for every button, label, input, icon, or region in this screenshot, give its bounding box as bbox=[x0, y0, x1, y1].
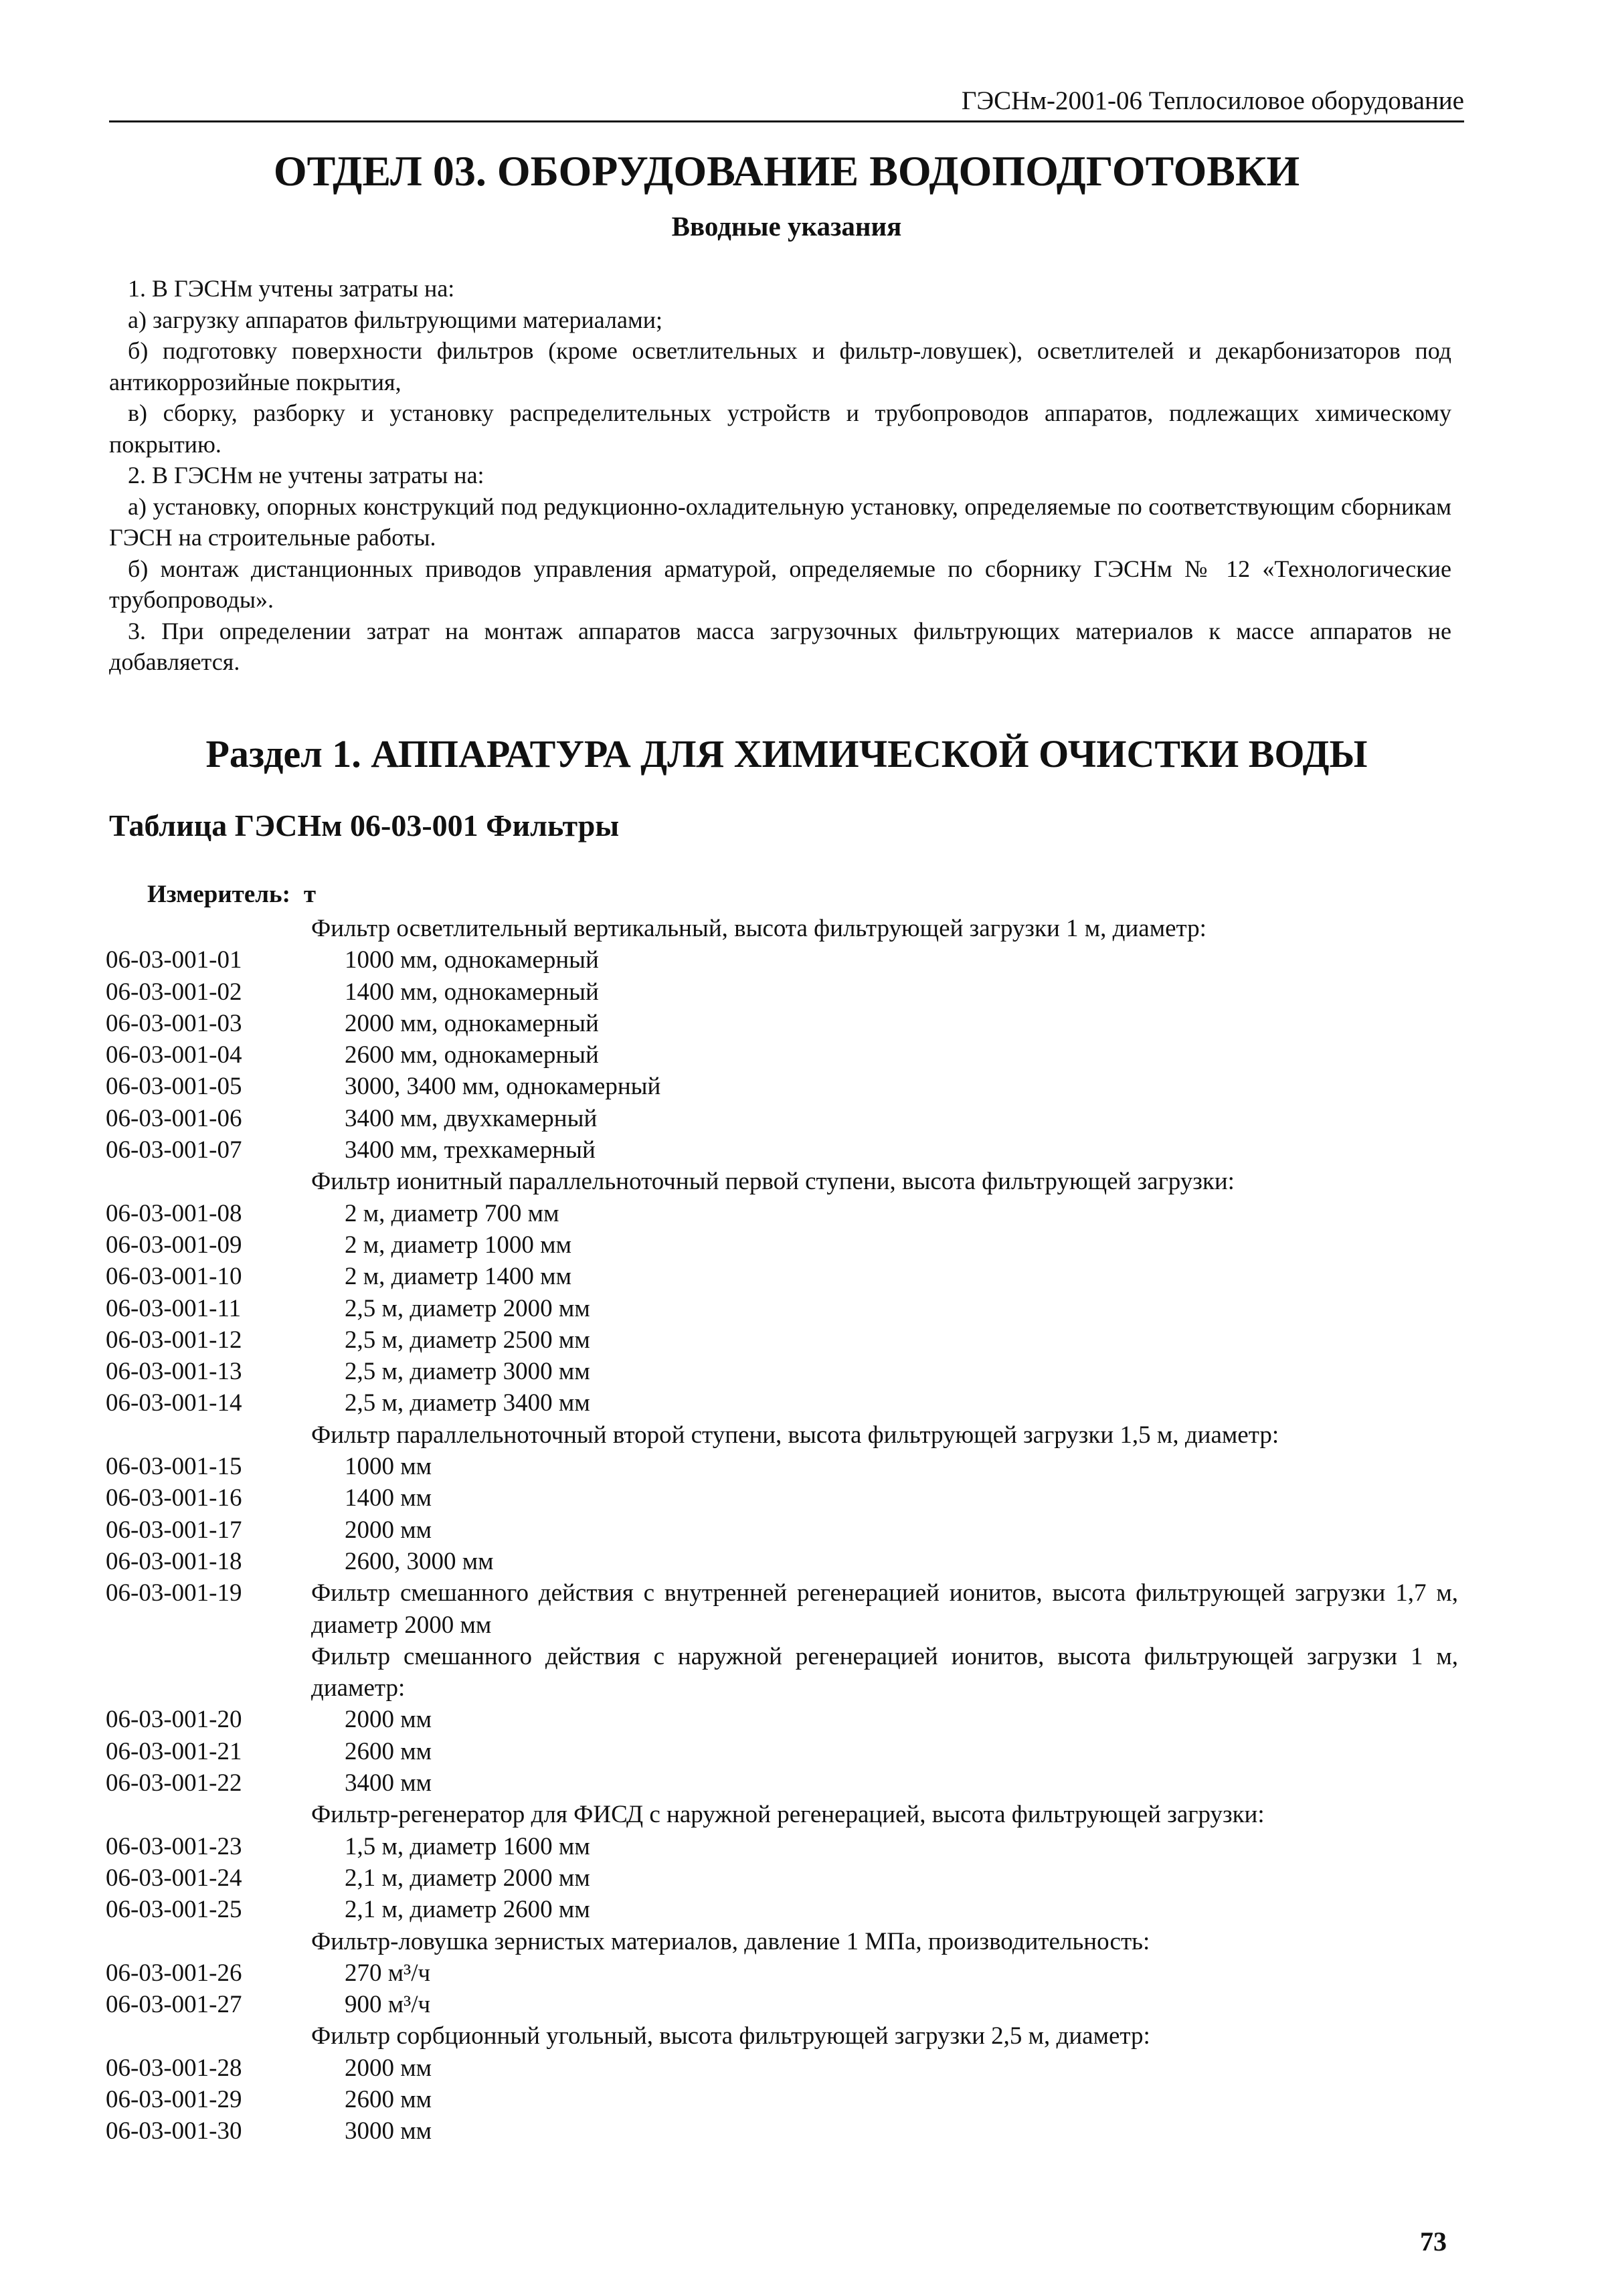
intro-paragraph: б) монтаж дистанционных приводов управления арматурой, определяемые по сборнику ГЭСНм № 12 «Технологические трубопроводы». bbox=[109, 555, 1451, 613]
row-code: 06-03-001-30 bbox=[106, 2117, 242, 2145]
item-row bbox=[106, 976, 1484, 1008]
item-row bbox=[106, 1134, 1484, 1166]
page-number: 73 bbox=[1420, 2226, 1447, 2257]
group-row bbox=[106, 2020, 1484, 2052]
row-text: 3400 мм, двухкамерный bbox=[345, 1104, 598, 1132]
item-row bbox=[106, 1387, 1484, 1419]
row-code: 06-03-001-28 bbox=[106, 2054, 242, 2082]
item-row bbox=[106, 1831, 1484, 1862]
item-row bbox=[106, 1894, 1484, 1925]
item-row bbox=[106, 2115, 1484, 2147]
unit-line bbox=[147, 879, 316, 910]
row-text: 2,5 м, диаметр 2000 мм bbox=[345, 1294, 590, 1322]
row-text: 2 м, диаметр 1000 мм bbox=[345, 1231, 571, 1259]
row-code: 06-03-001-19 bbox=[106, 1579, 242, 1607]
items-table bbox=[106, 913, 1484, 2147]
row-text: 3000 мм bbox=[345, 2117, 432, 2145]
row-text: 2000 мм, однокамерный bbox=[345, 1009, 599, 1037]
row-code: 06-03-001-08 bbox=[106, 1199, 242, 1227]
row-code: 06-03-001-24 bbox=[106, 1864, 242, 1892]
item-row bbox=[106, 1989, 1484, 2020]
row-text: 3400 мм, трехкамерный bbox=[345, 1136, 596, 1164]
item-row bbox=[106, 2084, 1484, 2115]
item-row bbox=[106, 1862, 1484, 1894]
item-row bbox=[106, 1324, 1484, 1356]
item-row bbox=[106, 1293, 1484, 1324]
row-text: 2000 мм bbox=[345, 1516, 432, 1544]
row-text: 3000, 3400 мм, однокамерный bbox=[345, 1073, 661, 1101]
group-row bbox=[106, 1799, 1484, 1830]
row-text: 2 м, диаметр 700 мм bbox=[345, 1199, 559, 1227]
row-text: 2600, 3000 мм bbox=[345, 1547, 494, 1575]
row-code: 06-03-001-11 bbox=[106, 1294, 242, 1322]
row-text: Фильтр сорбционный угольный, высота фильтрующей загрузки 2,5 м, диаметр: bbox=[311, 2022, 1150, 2050]
row-code: 06-03-001-26 bbox=[106, 1959, 242, 1987]
row-code: 06-03-001-23 bbox=[106, 1832, 242, 1860]
row-text: 1400 мм, однокамерный bbox=[345, 978, 599, 1006]
group-row bbox=[106, 913, 1484, 944]
header-rule bbox=[109, 120, 1464, 122]
row-code: 06-03-001-25 bbox=[106, 1896, 242, 1924]
row-text: Фильтр ионитный параллельноточный первой ступени, высота фильтрующей загрузки: bbox=[311, 1168, 1235, 1196]
row-text: 2,1 м, диаметр 2600 мм bbox=[345, 1896, 590, 1924]
row-text: Фильтр осветлительный вертикальный, высота фильтрующей загрузки 1 м, диаметр: bbox=[311, 915, 1207, 942]
row-text: 900 м³/ч bbox=[345, 1991, 431, 2019]
row-code: 06-03-001-16 bbox=[106, 1484, 242, 1512]
row-text: 1,5 м, диаметр 1600 мм bbox=[345, 1832, 590, 1860]
row-code: 06-03-001-15 bbox=[106, 1453, 242, 1481]
intro-paragraph: в) сборку, разборку и установку распределительных устройств и трубопроводов аппаратов, подлежащих химическому покрытию. bbox=[109, 400, 1451, 458]
item-row bbox=[106, 1008, 1484, 1039]
group-row bbox=[106, 1926, 1484, 1957]
row-code: 06-03-001-10 bbox=[106, 1263, 242, 1291]
row-text: Фильтр параллельноточный второй ступени, высота фильтрующей загрузки 1,5 м, диаметр: bbox=[311, 1421, 1279, 1449]
row-text: 1000 мм bbox=[345, 1453, 432, 1481]
item-row bbox=[106, 1546, 1484, 1577]
row-code: 06-03-001-07 bbox=[106, 1136, 242, 1164]
intro-paragraph: 1. В ГЭСНм учтены затраты на: bbox=[128, 275, 455, 302]
row-text: 2,5 м, диаметр 2500 мм bbox=[345, 1326, 590, 1354]
row-code: 06-03-001-29 bbox=[106, 2085, 242, 2113]
item-row bbox=[106, 1767, 1484, 1799]
unit-value: т bbox=[303, 881, 317, 908]
row-text: 2000 мм bbox=[345, 1706, 432, 1734]
part-title: Раздел 1. АППАРАТУРА ДЛЯ ХИМИЧЕСКОЙ ОЧИСТКИ ВОДЫ bbox=[205, 732, 1368, 776]
row-text: 2 м, диаметр 1400 мм bbox=[345, 1263, 571, 1291]
row-code: 06-03-001-05 bbox=[106, 1073, 242, 1101]
intro-paragraph: а) загрузку аппаратов фильтрующими материалами; bbox=[128, 306, 663, 333]
item-row bbox=[106, 1103, 1484, 1134]
row-text: 1000 мм, однокамерный bbox=[345, 946, 599, 974]
running-header: ГЭСНм-2001-06 Теплосиловое оборудование bbox=[961, 86, 1464, 115]
row-code: 06-03-001-01 bbox=[106, 946, 242, 974]
row-text: Фильтр смешанного действия с наружной регенерацией ионитов, высота фильтрующей загрузки 1 м, диаметр: bbox=[311, 1642, 1458, 1702]
intro-paragraph: 3. При определении затрат на монтаж аппаратов масса загрузочных фильтрующих материалов к массе аппаратов не добавляется. bbox=[109, 617, 1451, 675]
item-row bbox=[106, 944, 1484, 976]
row-text: Фильтр-регенератор для ФИСД с наружной регенерацией, высота фильтрующей загрузки: bbox=[311, 1801, 1265, 1829]
row-code: 06-03-001-04 bbox=[106, 1041, 242, 1069]
row-code: 06-03-001-03 bbox=[106, 1009, 242, 1037]
row-text: 3400 мм bbox=[345, 1769, 432, 1797]
item-row bbox=[106, 1356, 1484, 1387]
item-row bbox=[106, 1261, 1484, 1292]
item-row bbox=[106, 1229, 1484, 1261]
row-text: 2,5 м, диаметр 3000 мм bbox=[345, 1358, 590, 1386]
item-row bbox=[106, 1482, 1484, 1514]
row-text: 2,5 м, диаметр 3400 мм bbox=[345, 1389, 590, 1417]
row-code: 06-03-001-20 bbox=[106, 1706, 242, 1734]
row-code: 06-03-001-09 bbox=[106, 1231, 242, 1259]
intro-paragraph: б) подготовку поверхности фильтров (кроме осветлительных и фильтр-ловушек), осветлителей и декарбонизаторов под антикоррозийные покрытия, bbox=[109, 337, 1451, 395]
item-row bbox=[106, 1071, 1484, 1102]
row-text: 270 м³/ч bbox=[345, 1959, 431, 1987]
row-code: 06-03-001-06 bbox=[106, 1104, 242, 1132]
intro-text bbox=[109, 273, 1451, 678]
item-row bbox=[106, 1198, 1484, 1229]
item-row bbox=[106, 1039, 1484, 1071]
row-text: 2600 мм, однокамерный bbox=[345, 1041, 599, 1069]
group-row bbox=[106, 1166, 1484, 1197]
row-text: 2,1 м, диаметр 2000 мм bbox=[345, 1864, 590, 1892]
item-row bbox=[106, 2052, 1484, 2084]
row-code: 06-03-001-12 bbox=[106, 1326, 242, 1354]
group-row bbox=[106, 1641, 1484, 1704]
intro-heading: Вводные указания bbox=[671, 211, 902, 242]
row-code: 06-03-001-13 bbox=[106, 1358, 242, 1386]
item-row bbox=[106, 1451, 1484, 1482]
intro-paragraph: 2. В ГЭСНм не учтены затраты на: bbox=[128, 462, 484, 489]
row-code: 06-03-001-17 bbox=[106, 1516, 242, 1544]
unit-label: Измеритель: bbox=[147, 881, 290, 908]
item-row bbox=[106, 1957, 1484, 1989]
group-row bbox=[106, 1577, 1484, 1641]
row-code: 06-03-001-14 bbox=[106, 1389, 242, 1417]
row-code: 06-03-001-21 bbox=[106, 1737, 242, 1765]
row-text: Фильтр смешанного действия с внутренней регенерацией ионитов, высота фильтрующей загрузки 1,7 м, диаметр 2000 мм bbox=[311, 1579, 1458, 1639]
row-code: 06-03-001-02 bbox=[106, 978, 242, 1006]
row-text: Фильтр-ловушка зернистых материалов, давление 1 МПа, производительность: bbox=[311, 1927, 1150, 1955]
row-text: 2600 мм bbox=[345, 2085, 432, 2113]
group-row bbox=[106, 1419, 1484, 1451]
item-row bbox=[106, 1736, 1484, 1767]
row-text: 1400 мм bbox=[345, 1484, 432, 1512]
item-row bbox=[106, 1704, 1484, 1735]
row-code: 06-03-001-18 bbox=[106, 1547, 242, 1575]
item-row bbox=[106, 1514, 1484, 1546]
row-text: 2000 мм bbox=[345, 2054, 432, 2082]
row-code: 06-03-001-27 bbox=[106, 1991, 242, 2019]
table-title: Таблица ГЭСНм 06-03-001 Фильтры bbox=[109, 808, 620, 843]
row-code: 06-03-001-22 bbox=[106, 1769, 242, 1797]
section-title: ОТДЕЛ 03. ОБОРУДОВАНИЕ ВОДОПОДГОТОВКИ bbox=[273, 147, 1300, 195]
intro-paragraph: а) установку, опорных конструкций под редукционно-охладительную установку, определяемые по соответствующим сборникам ГЭСН на строительные работы. bbox=[109, 493, 1451, 551]
row-text: 2600 мм bbox=[345, 1737, 432, 1765]
